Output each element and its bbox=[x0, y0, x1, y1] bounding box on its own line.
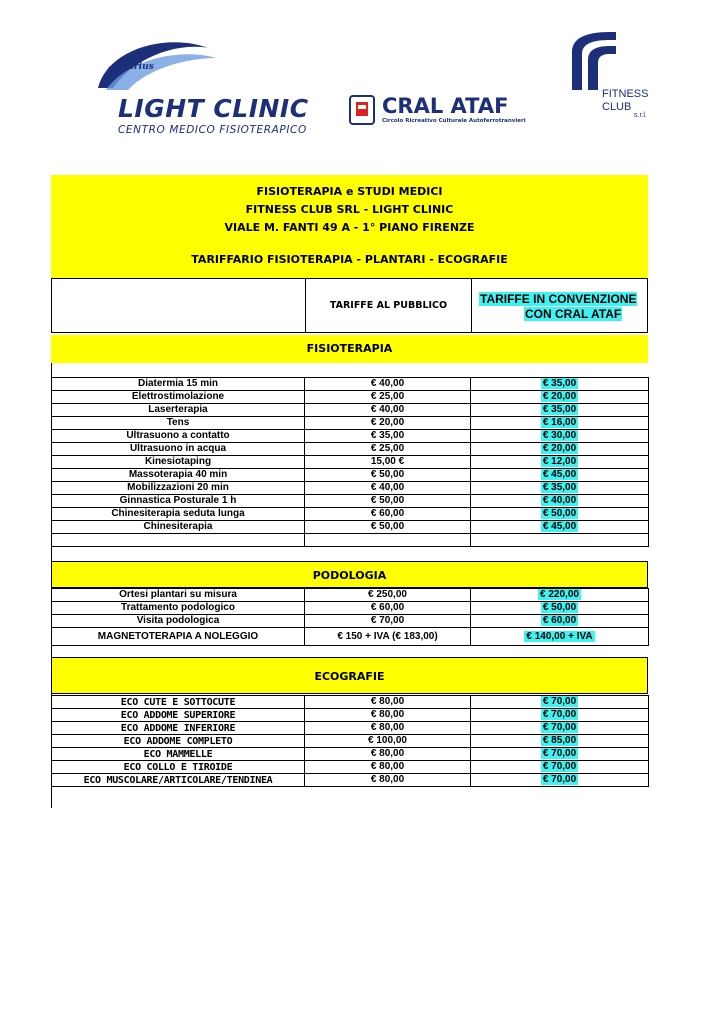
header-line-4: TARIFFARIO FISIOTERAPIA - PLANTARI - ECOGRAFIE bbox=[191, 253, 508, 266]
convention-price: € 50,00 bbox=[542, 508, 577, 519]
table-row bbox=[52, 521, 649, 534]
service-name-cell bbox=[52, 443, 305, 456]
table-row bbox=[52, 404, 649, 417]
public-price-cell bbox=[305, 735, 471, 748]
service-name-cell bbox=[52, 456, 305, 469]
blank-row bbox=[52, 534, 649, 547]
public-price-cell bbox=[305, 521, 471, 534]
public-price-cell bbox=[305, 495, 471, 508]
cral-ataf-emblem-icon bbox=[348, 94, 378, 126]
service-name: Trattamento podologico bbox=[121, 602, 235, 613]
service-name: Tens bbox=[166, 417, 190, 428]
public-price: € 60,00 bbox=[370, 602, 405, 613]
convention-price: € 70,00 bbox=[542, 748, 577, 759]
service-name-cell bbox=[52, 521, 305, 534]
service-name-cell bbox=[52, 735, 305, 748]
convention-price: € 85,00 bbox=[542, 735, 577, 746]
service-name-cell bbox=[52, 378, 305, 391]
service-name: Ultrasuono in acqua bbox=[129, 443, 227, 454]
convention-price: € 70,00 bbox=[542, 696, 577, 707]
public-price: € 80,00 bbox=[370, 761, 405, 772]
service-name: Diatermia 15 min bbox=[137, 378, 219, 389]
public-price: € 25,00 bbox=[370, 443, 405, 454]
service-name-cell bbox=[52, 508, 305, 521]
fitness-club-arc-icon bbox=[566, 30, 646, 90]
public-price-cell bbox=[305, 417, 471, 430]
service-name: Ginnastica Posturale 1 h bbox=[119, 495, 237, 506]
service-name: Ortesi plantari su misura bbox=[119, 589, 237, 600]
convention-price: € 30,00 bbox=[542, 430, 577, 441]
public-price: € 70,00 bbox=[370, 615, 405, 626]
public-price: € 50,00 bbox=[370, 495, 405, 506]
service-name-cell bbox=[52, 748, 305, 761]
public-price-cell bbox=[305, 430, 471, 443]
table-row bbox=[52, 761, 649, 774]
convention-price: € 140,00 + IVA bbox=[526, 630, 593, 642]
service-name: Ultrasuono a contatto bbox=[126, 430, 230, 441]
table-row bbox=[52, 602, 649, 615]
column-header-convention-line2: CON CRAL ATAF bbox=[525, 307, 622, 321]
service-name: ECO ADDOME INFERIORE bbox=[120, 722, 236, 734]
convention-price-cell bbox=[471, 735, 649, 748]
public-price-cell bbox=[305, 774, 471, 787]
service-name: Chinesiterapia seduta lunga bbox=[111, 508, 245, 519]
convention-price-cell bbox=[471, 709, 649, 722]
public-price-cell bbox=[305, 696, 471, 709]
light-clinic-logo bbox=[88, 28, 318, 138]
convention-price: € 45,00 bbox=[542, 521, 577, 532]
convention-price: € 220,00 bbox=[540, 589, 579, 600]
convention-price: € 45,00 bbox=[542, 469, 577, 480]
convention-price-cell bbox=[471, 521, 649, 534]
service-name-cell bbox=[52, 696, 305, 709]
public-price: € 80,00 bbox=[370, 709, 405, 720]
logo-by-text: by bbox=[108, 66, 117, 74]
convention-price-cell bbox=[471, 722, 649, 735]
convention-price-cell bbox=[471, 774, 649, 787]
public-price-cell bbox=[305, 456, 471, 469]
public-price-cell bbox=[305, 761, 471, 774]
section-title-fisioterapia: FISIOTERAPIA bbox=[51, 335, 648, 363]
blank-cell bbox=[52, 534, 305, 547]
table-row bbox=[52, 508, 649, 521]
convention-price: € 70,00 bbox=[542, 722, 577, 733]
service-name: Kinesiotaping bbox=[144, 456, 212, 467]
service-name: ECO CUTE E SOTTOCUTE bbox=[120, 696, 236, 708]
convention-price: € 70,00 bbox=[542, 709, 577, 720]
table-row bbox=[52, 391, 649, 404]
public-price-cell bbox=[305, 709, 471, 722]
service-name: Chinesiterapia bbox=[143, 521, 213, 532]
convention-price: € 20,00 bbox=[542, 443, 577, 454]
fitness-club-name-line1: FITNESS bbox=[602, 88, 649, 100]
service-name: ECO MAMMELLE bbox=[143, 748, 213, 760]
convention-price-cell bbox=[471, 589, 649, 602]
fisioterapia-table bbox=[51, 377, 649, 547]
table-row bbox=[52, 628, 649, 646]
public-price: € 50,00 bbox=[370, 469, 405, 480]
column-header-row bbox=[51, 278, 648, 333]
table-row bbox=[52, 722, 649, 735]
service-name-cell bbox=[52, 709, 305, 722]
fitness-club-logo bbox=[566, 30, 649, 130]
public-price: € 35,00 bbox=[370, 430, 405, 441]
service-name-cell bbox=[52, 602, 305, 615]
section-title-ecografie: ECOGRAFIE bbox=[51, 657, 648, 694]
table-row bbox=[52, 443, 649, 456]
service-name-cell bbox=[52, 774, 305, 787]
service-name: Laserterapia bbox=[148, 404, 208, 415]
convention-price: € 20,00 bbox=[542, 391, 577, 402]
public-price: € 40,00 bbox=[370, 404, 405, 415]
public-price: € 150 + IVA (€ 183,00) bbox=[337, 630, 438, 642]
column-header-convention bbox=[471, 279, 647, 332]
public-price: € 60,00 bbox=[370, 508, 405, 519]
table-row bbox=[52, 456, 649, 469]
convention-price-cell bbox=[471, 696, 649, 709]
public-price: € 80,00 bbox=[370, 774, 405, 785]
convention-price-cell bbox=[471, 417, 649, 430]
convention-price-cell bbox=[471, 469, 649, 482]
service-name-cell bbox=[52, 495, 305, 508]
table-row bbox=[52, 615, 649, 628]
fitness-club-name bbox=[602, 88, 652, 114]
logo-sirius-text: Sirius bbox=[124, 62, 154, 72]
public-price-cell bbox=[305, 391, 471, 404]
public-price: € 250,00 bbox=[368, 589, 407, 600]
service-name-cell bbox=[52, 761, 305, 774]
public-price-cell bbox=[305, 748, 471, 761]
header-line-1: FISIOTERAPIA e STUDI MEDICI bbox=[256, 185, 443, 198]
table-row bbox=[52, 748, 649, 761]
service-name-cell bbox=[52, 628, 305, 646]
public-price-cell bbox=[305, 404, 471, 417]
public-price: € 80,00 bbox=[370, 748, 405, 759]
public-price: € 80,00 bbox=[370, 722, 405, 733]
service-name-cell bbox=[52, 469, 305, 482]
convention-price-cell bbox=[471, 602, 649, 615]
convention-price: € 35,00 bbox=[542, 378, 577, 389]
service-name: Mobilizzazioni 20 min bbox=[127, 482, 229, 493]
public-price: € 100,00 bbox=[368, 735, 407, 746]
light-clinic-title: LIGHT CLINIC bbox=[118, 94, 309, 123]
column-header-public: TARIFFE AL PUBBLICO bbox=[305, 279, 471, 332]
service-name: Massoterapia 40 min bbox=[128, 469, 228, 480]
convention-price-cell bbox=[471, 761, 649, 774]
convention-price-cell bbox=[471, 404, 649, 417]
table-row bbox=[52, 430, 649, 443]
service-name-cell bbox=[52, 615, 305, 628]
service-name: Visita podologica bbox=[136, 615, 220, 626]
convention-price-cell bbox=[471, 495, 649, 508]
convention-price: € 35,00 bbox=[542, 404, 577, 415]
public-price-cell bbox=[305, 469, 471, 482]
convention-price-cell bbox=[471, 430, 649, 443]
convention-price: € 35,00 bbox=[542, 482, 577, 493]
convention-price-cell bbox=[471, 615, 649, 628]
public-price-cell bbox=[305, 722, 471, 735]
convention-price: € 16,00 bbox=[542, 417, 577, 428]
public-price: € 50,00 bbox=[370, 521, 405, 532]
service-name: Elettrostimolazione bbox=[131, 391, 225, 402]
ecografie-table bbox=[51, 695, 649, 787]
public-price-cell bbox=[305, 508, 471, 521]
section-title-podologia: PODOLOGIA bbox=[51, 561, 648, 588]
convention-price: € 40,00 bbox=[542, 495, 577, 506]
table-row bbox=[52, 378, 649, 391]
service-name: MAGNETOTERAPIA A NOLEGGIO bbox=[97, 630, 259, 642]
public-price-cell bbox=[305, 602, 471, 615]
convention-price: € 50,00 bbox=[542, 602, 577, 613]
convention-price-cell bbox=[471, 378, 649, 391]
convention-price: € 12,00 bbox=[542, 456, 577, 467]
fitness-club-suffix: s.r.l. bbox=[634, 112, 647, 119]
service-name-cell bbox=[52, 417, 305, 430]
convention-price: € 70,00 bbox=[542, 774, 577, 785]
convention-price-cell bbox=[471, 443, 649, 456]
convention-price-cell bbox=[471, 508, 649, 521]
table-row bbox=[52, 469, 649, 482]
table-row bbox=[52, 696, 649, 709]
table-row bbox=[52, 495, 649, 508]
public-price: € 25,00 bbox=[370, 391, 405, 402]
blank-cell bbox=[305, 534, 471, 547]
table-row bbox=[52, 482, 649, 495]
blank-cell bbox=[471, 534, 649, 547]
convention-price: € 70,00 bbox=[542, 761, 577, 772]
light-clinic-subtitle: CENTRO MEDICO FISIOTERAPICO bbox=[118, 124, 307, 136]
podologia-table bbox=[51, 588, 649, 646]
service-name-cell bbox=[52, 391, 305, 404]
service-name: ECO ADDOME COMPLETO bbox=[123, 735, 233, 747]
table-row bbox=[52, 589, 649, 602]
public-price-cell bbox=[305, 378, 471, 391]
fitness-club-name-line2: CLUB bbox=[602, 101, 632, 113]
cral-ataf-title: CRAL ATAF bbox=[382, 94, 509, 118]
service-name-cell bbox=[52, 589, 305, 602]
convention-price-cell bbox=[471, 456, 649, 469]
cral-ataf-subtitle: Circolo Ricreativo Culturale Autoferrotranvieri bbox=[382, 118, 526, 124]
service-name: ECO ADDOME SUPERIORE bbox=[120, 709, 236, 721]
service-name-cell bbox=[52, 404, 305, 417]
public-price: € 80,00 bbox=[370, 696, 405, 707]
public-price: € 20,00 bbox=[370, 417, 405, 428]
service-name: ECO MUSCOLARE/ARTICOLARE/TENDINEA bbox=[83, 774, 273, 786]
public-price-cell bbox=[305, 589, 471, 602]
convention-price-cell bbox=[471, 391, 649, 404]
public-price: € 40,00 bbox=[370, 378, 405, 389]
header-line-3: VIALE M. FANTI 49 A - 1° PIANO FIRENZE bbox=[224, 221, 475, 234]
header-band bbox=[51, 175, 648, 278]
convention-price-cell bbox=[471, 748, 649, 761]
public-price-cell bbox=[305, 443, 471, 456]
public-price-cell bbox=[305, 482, 471, 495]
table-row bbox=[52, 709, 649, 722]
table-row bbox=[52, 417, 649, 430]
service-name: ECO COLLO E TIROIDE bbox=[123, 761, 233, 773]
public-price: 15,00 € bbox=[370, 456, 405, 467]
service-name-cell bbox=[52, 430, 305, 443]
column-header-convention-line1: TARIFFE IN CONVENZIONE bbox=[480, 292, 637, 306]
convention-price: € 60,00 bbox=[542, 615, 577, 626]
header-line-2: FITNESS CLUB SRL - LIGHT CLINIC bbox=[245, 203, 454, 216]
public-price-cell bbox=[305, 615, 471, 628]
service-name-cell bbox=[52, 722, 305, 735]
public-price: € 40,00 bbox=[370, 482, 405, 493]
table-row bbox=[52, 735, 649, 748]
cral-ataf-logo bbox=[348, 92, 528, 128]
service-name-cell bbox=[52, 482, 305, 495]
convention-price-cell bbox=[471, 482, 649, 495]
public-price-cell bbox=[305, 628, 471, 646]
convention-price-cell bbox=[471, 628, 649, 646]
table-row bbox=[52, 774, 649, 787]
